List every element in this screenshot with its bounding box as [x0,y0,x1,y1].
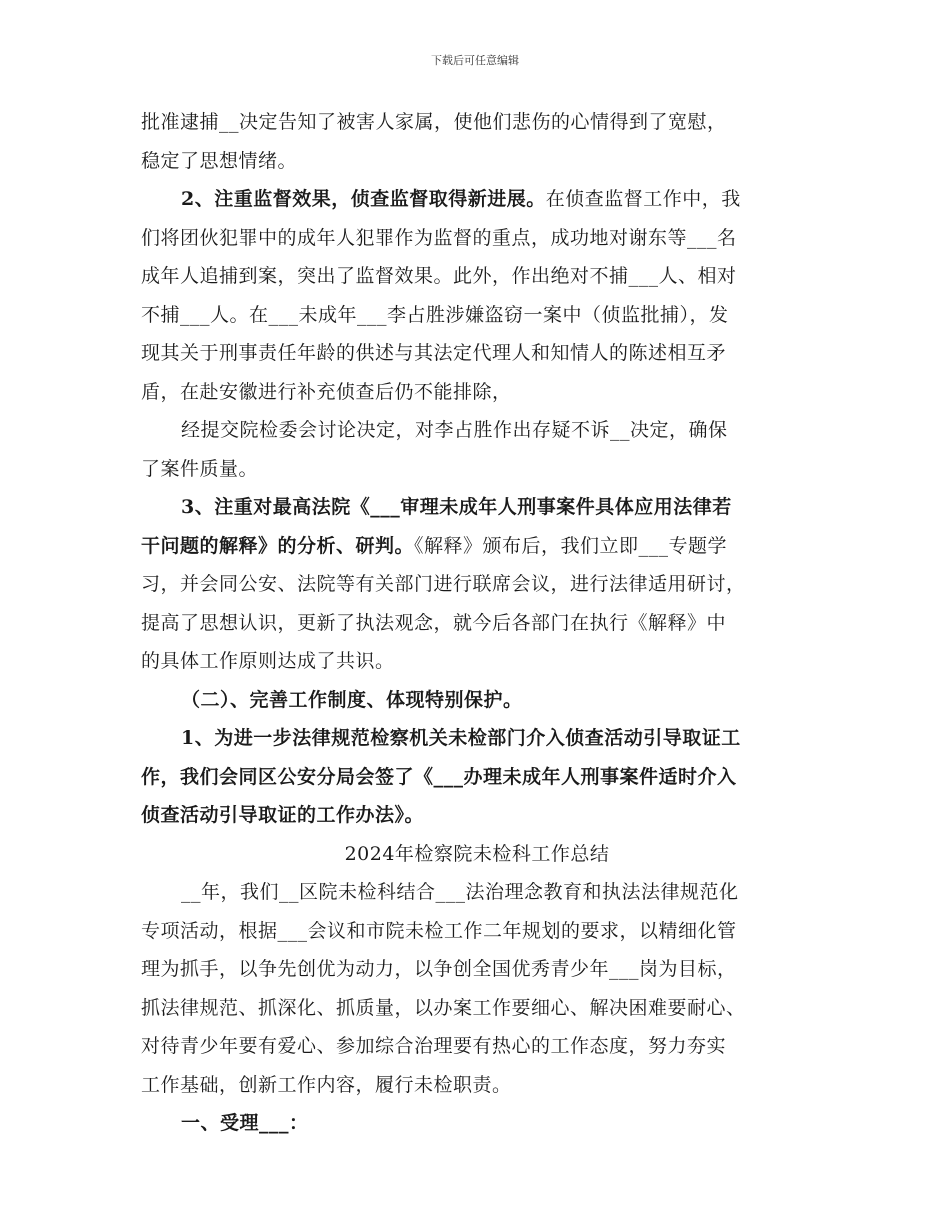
paragraph-line: 盾，在赴安徽进行补充侦查后仍不能排除， [141,380,512,403]
paragraph-line: 了案件质量。 [141,457,259,480]
page-header: 下载后可任意编辑 [431,54,519,67]
paragraph-line: 理为抓手，以争先创优为动力，以争创全国优秀青少年___岗为目标， [141,958,737,980]
paragraph-line: 批准逮捕__决定告知了被害人家属，使他们悲伤的心情得到了宽慰， [141,111,727,133]
paragraph-line: 工作基础，创新工作内容，履行未检职责。 [141,1073,512,1096]
paragraph-line: 稳定了思想情绪。 [141,149,298,172]
paragraph-line: 对待青少年要有爱心、参加综合治理要有热心的工作态度，努力夯实 [141,1035,727,1057]
paragraph-text: 《解释》颁布后，我们立即___专题学 [414,534,728,557]
section-heading: 干问题的解释》的分析、研判。 [141,534,415,557]
section-heading: 1、为进一步法律规范检察机关未检部门介入侦查活动引导取证工 [181,727,741,749]
paragraph-line: 抓法律规范、抓深化、抓质量，以办案工作要细心、解决困难要耐心、 [141,996,746,1019]
section-heading: 一、受理___： [181,1112,309,1134]
section-heading: 侦查活动引导取证的工作办法》。 [141,804,425,826]
paragraph-line: 专项活动，根据___会议和市院未检工作二年规划的要求，以精细化管 [141,919,737,942]
paragraph-line: 习，并会同公安、法院等有关部门进行联席会议，进行法律适用研讨， [141,573,746,595]
document-body [141,103,813,1143]
paragraph-line: 的具体工作原则达成了共识。 [141,650,395,672]
paragraph-line: 提高了思想认识，更新了执法观念，就今后各部门在执行《解释》中 [141,611,727,634]
paragraph-line: 现其关于刑事责任年龄的供述与其法定代理人和知情人的陈述相互矛 [141,342,727,364]
paragraph-line [141,527,813,566]
paragraph-line: __年，我们__区院未检科结合___法治理念教育和执法法律规范化 [181,881,739,903]
section-heading: 作，我们会同区公安分局会签了《___办理未成年人刑事案件适时介入 [141,765,737,788]
document-title: 2024年检察院未检科工作总结 [344,842,610,865]
section-heading: 3、注重对最高法院《___审理未成年人刑事案件具体应用法律若 [181,496,732,518]
section-heading: 2、注重监督效果，侦查监督取得新进展。 [181,188,546,210]
paragraph-line: 成年人追捕到案，突出了监督效果。此外，作出绝对不捕___人、相对 [141,265,737,287]
paragraph-line: 不捕___人。在___未成年___李占胜涉嫌盗窃一案中（侦监批捕），发 [141,303,729,326]
section-heading: （二）、完善工作制度、体现特别保护。 [181,688,523,711]
paragraph-line: 们将团伙犯罪中的成年人犯罪作为监督的重点，成功地对谢东等___名 [141,226,737,249]
paragraph-line: 经提交院检委会讨论决定，对李占胜作出存疑不诉__决定，确保 [181,419,728,441]
paragraph-first-line [141,180,813,219]
paragraph-text: 在侦查监督工作中，我 [545,188,741,210]
